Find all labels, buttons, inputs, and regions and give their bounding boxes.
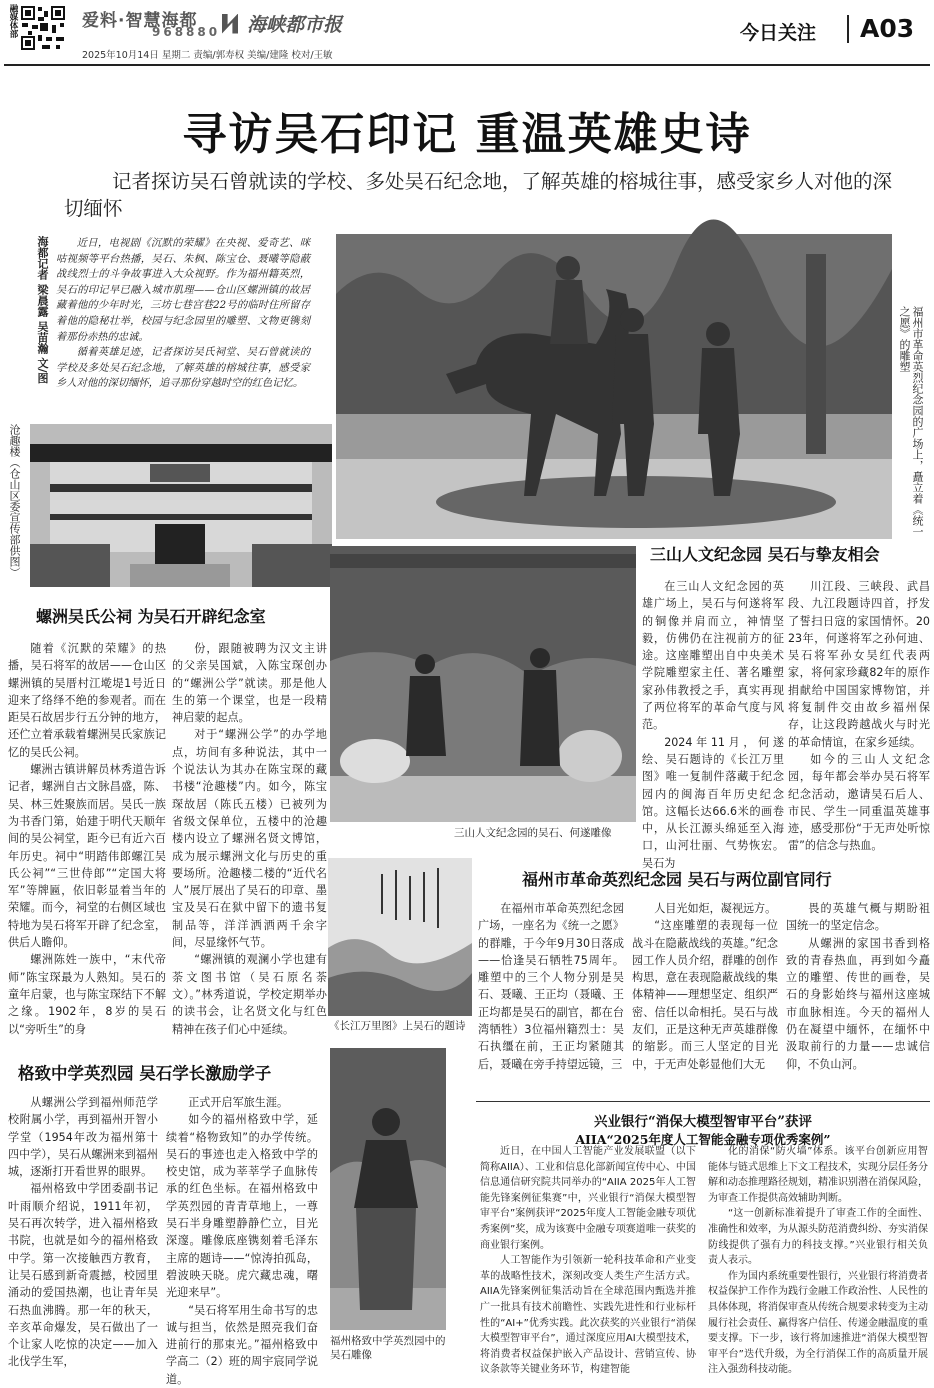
photo-cangqu-building-caption: 沧趣楼（仓山区委宣传部供图） [8,424,21,578]
section-gezhi-col1 [8,1094,158,1379]
paragraph: “螺洲镇的观澜小学也建有荼文图书馆（吴石原名荼文）。”林秀道说，学校定期举办的读书会，让名贤文化与红色精神在孩子们心中延续。 [172,953,327,1036]
paragraph: 从螺洲的家国书香到格致的青春热血，再到如今矗立的雕塑、传世的画卷，吴石的身影始终与福州这座城市血脉相连。今天的福州人仍在凝望中缅怀，在缅怀中汲取前行的力量——忠诚信仰，不负山河。 [786,936,930,1071]
photo-cangqu-building [30,424,332,587]
section-martyrs-title: 福州市革命英烈纪念园 吴石与两位副官同行 [522,870,832,889]
photo-calligraphy [328,858,472,1016]
calligraphy-illustration [328,858,472,1016]
section-luozhou-col1 [8,640,166,1057]
header-divider [847,15,849,43]
paragraph: 如今的福州格致中学，延续着“格物致知”的办学传统。吴石的事迹也走入格致中学的校史馆，成为莘莘学子血脉传承的红色坐标。在福州格致中学英烈园的青青草地上，一尊吴石半身雕塑静静伫立，目光深邃。雕像底座镌刻着毛泽东主席的题诗——“惊涛拍孤岛，碧波映天晓。虎穴藏忠魂，曙光迎来早”。 [166,1113,318,1300]
section-martyrs-col1 [478,900,624,1070]
paragraph: 在福州市革命英烈纪念园广场，一座名为《统一之愿》的群雕，于今年9月30日落成——恰逢吴石牺牲75周年。雕塑中的三个人物分别是吴石、聂曦、王正均（聂曦、王正均都是吴石的副官，都在台湾牺牲）3位福州籍烈士：吴石执缰在前，王正均紧随其后，聂曦在旁手持望远镜，三 [478,902,624,1071]
paragraph: 川江段、三峡段、武昌段、九江段题诗四首，抒发了誓扫日寇的家国情怀。2023年，何遂将军之孙何迪、吴石将军孙女吴红代表两家，将何家珍藏82年的原作捐献给中国国家博物馆，并将复制件交由故乡福州保存，让这段跨越战火与时光的革命情谊，在家乡延续。 [788,580,930,749]
paragraph: 随着《沉默的荣耀》的热播，吴石将军的故居——仓山区螺洲镇的吴厝村江墘堤1号近日迎来了络绎不绝的参观者。而在距吴石故居步行五分钟的地方，还伫立着承载着螺洲吴氏家族记忆的吴氏公祠。 [8,642,166,759]
section-martyrs-col3 [786,900,930,1070]
paragraph: “这一创新标准着提升了审查工作的全面性、准确性和效率，为从源头防范消费纠纷、夯实消保防线提供了强有力的科技支撑。”兴业银行相关负责人表示。 [708,1208,928,1267]
section-luozhou-col2-text [172,640,327,1038]
qr-code-icon [20,5,66,51]
ad-col2-text [708,1144,928,1378]
intro-paragraph: 循着英雄足迹，记者探访吴氏祠堂、吴石曾就读的学校及多处吴石纪念地，了解英雄的榕城往事，感受家乡人对他的深切缅怀，追寻那份穿越时空的红色记忆。 [56,346,310,390]
paragraph: “吴石将军用生命书写的忠诚与担当，依然是照亮我们奋进前行的那束光。”福州格致中学高二（2）班的周宇宸同学说道。 [166,1303,318,1386]
paragraph: 螺洲古镇讲解员林秀道告诉记者，螺洲自古文脉昌盛，陈、吴、林三姓聚族而居。吴氏一族为书香门第，始建于明代天顺年间的吴公祠堂，距今已有近六百年历史。祠中“明踏伟郎螺江吴氏公祠”“三世侍郎”“定国大将军”等牌匾，依旧彰显着当年的荣耀。而今，祠堂的右侧区域也特地为吴石将军开辟了纪念室，供后人瞻仰。 [8,763,166,950]
headline-title: 寻访吴石印记 重温英雄史诗 [182,109,752,160]
intro-paragraph: 近日，电视剧《沉默的荣耀》在央视、爱奇艺、咪咕视频等平台热播，吴石、朱枫、陈宝仓、聂曦等隐蔽战线烈士的斗争故事进入大众视野。作为福州籍英烈，吴石的印记早已融入城市肌理——仓山区螺洲镇的故居藏着他的少年时光，三坊七巷宫巷22号的临时住所留存着他的隐秘壮举，校园与纪念园里的雕塑、文物更镌刻着那份赤热的忠诚。 [56,237,310,343]
paragraph: 畏的英雄气概与期盼祖国统一的坚定信念。 [786,902,930,933]
section-sanshan-col2-text [788,578,930,855]
paragraph: 人工智能作为引领新一轮科技革命和产业变革的战略性技术，深刻改变人类生产生活方式。AIIA先锋案例征集活动旨在全球范围内甄选并推广一批具有技术前瞻性、实践先进性和行业标杆性的“AI+”优秀实践。此次获奖的兴业银行“消保大模型智审平台”，通过深度应用AI大模型技术，将消费者权益保护嵌入产品设计、营销宣传、协议条款等关键业务环节，构建智能 [480,1255,696,1376]
section-martyrs-col1-text [478,900,624,1073]
intro [56,236,310,416]
bust-illustration [330,1048,446,1330]
paragraph: 从螺洲公学到福州师范学校附属小学，再到福州开智小学堂（1954年改为福州第十四中学），吴石从螺洲来到福州城，逐渐打开看世界的眼界。 [8,1096,158,1179]
paragraph: 化的消保“防火墙”体系。该平台创新应用智能体与链式思维上下文工程技术，实现分层任务分解和动态推理路径规划，精准识别潜在消保风险，为审查工作提供高效辅助判断。 [708,1146,928,1204]
paragraph: 如今的三山人文纪念园，每年都会举办吴石将军纪念活动，邀请吴石后人、市民、学生一同重温英雄事迹，感受那份“于无声处听惊雷”的信念与热血。 [788,752,930,853]
paragraph: 人目光如炬，凝视远方。 [654,902,777,915]
paragraph: 2024年11月，何遂绘、吴石题诗的《长江万里图》唯一复制件落藏于纪念园内的闽海百年历史纪念馆。这幅长达66.6米的画卷中，从长江源头绵延至入海口，山河壮丽、气势恢宏。吴石为 [642,735,784,870]
ad-col1 [480,1144,696,1380]
section-martyrs-col2 [632,900,778,1070]
section-gezhi-title: 格致中学英烈园 吴石学长激励学子 [18,1064,272,1083]
section-gezhi-col2-text [166,1094,318,1388]
paragraph: 螺洲陈姓一族中，“末代帝师”陈宝琛最为人熟知。吴石的童年启蒙，也与陈宝琛结下不解之缘。1902年，8岁的吴石以“旁听生”的身 [8,953,166,1036]
paragraph: “这座雕塑的表现每一位战斗在隐蔽战线的英雄。”纪念园工作人员介绍，群雕的创作构思，意在表现隐蔽战线的集体精神——理想坚定、组织严密、信任以命相托。吴石与战友们，正是这种无声英雄群像的缩影。而三人坚定的目光中，于无声处彰显他们大无 [632,919,778,1071]
paragraph: 份，跟随被聘为汉文主讲的父亲吴国斌，入陈宝琛创办的“螺洲公学”就读。那是他人生的第一个课堂，也是一段精神启蒙的起点。 [172,642,327,725]
statue-illustration [336,234,892,539]
ad-col1-text [480,1144,696,1378]
section-sanshan-col1 [642,578,784,870]
section-martyrs-col2-text [632,900,778,1073]
ad-box [476,1101,930,1381]
masthead-title: 海峡都市报 [247,14,343,36]
section-martyrs-col3-text [786,900,930,1073]
side-label: 融媒体部 [8,4,18,38]
section-luozhou-col2 [172,640,327,1055]
ad-col2 [708,1144,928,1380]
section-luozhou-title: 螺洲吴氏公祠 为吴石开辟纪念室 [36,607,266,626]
photo-gezhi-caption: 福州格致中学英烈园中的吴石雕像 [330,1335,446,1361]
brand-name: 爱料·智慧海都 [82,11,198,31]
page-number: A03 [860,14,915,43]
photo-sanshan-statues [330,546,636,822]
section-gezhi-col1-text [8,1094,158,1371]
section-sanshan-title: 三山人文纪念园 吴石与挚友相会 [650,545,880,564]
photo-unity-statue [336,234,892,539]
building-illustration [30,424,332,587]
photo-sanshan-caption: 三山人文纪念园的吴石、何遂雕像 [454,827,612,839]
paragraph: 在三山人文纪念园的英雄广场上，吴石与何遂将军的铜像并肩而立，神情坚毅，仿佛仍在注视前方的征途。这座雕塑出自中央美术学院雕塑家主任、著名雕塑家孙伟教授之手，真实再现了两位将军的革命气度与风范。 [642,580,784,732]
ad-subtitle: AIIA“2025年度人工智能金融专项优秀案例” [575,1132,831,1147]
section-sanshan-col2 [788,578,930,853]
section-sanshan-col1-text [642,578,784,872]
photo-calligraphy-caption: 《长江万里图》上吴石的题诗 [329,1020,466,1032]
paragraph: 作为国内系统重要性银行，兴业银行将消费者权益保护工作作为践行金融工作政治性、人民性的具体体现，将消保审查从传统合规要求转变为主动履行社会责任、赢得客户信任、传递金融温度的重要支撑。下一步，该行将加速推进“消保大模型智审平台”迭代升级，为全行消保工作的高质量开展注入强劲科技动能。 [708,1270,928,1376]
paragraph: 福州格致中学团委副书记叶雨顺介绍说，1911年初，吴石再次转学，进入福州格致书院，也就是如今的福州格致中学。第一次接触西方教育，让吴石感到新奇震撼，校园里涌动的爱国热潮，也让青年吴石热血沸腾。那一年的秋天，辛亥革命爆发，吴石做出了一个让家人吃惊的决定——加入北伐学生军， [8,1182,158,1369]
brand-code: 968880 [152,25,221,39]
section-gezhi-col2 [166,1094,318,1386]
masthead [222,10,342,37]
header-rule [4,64,930,66]
paragraph: 正式开启军旅生涯。 [188,1096,289,1109]
byline: 海都记者 梁晨露 吴苗瀚 文/图 [36,236,49,384]
section-label: 今日关注 [740,22,817,44]
photo-gezhi-bust [330,1048,446,1330]
paragraph: 对于“螺洲公学”的办学地点，坊间有多种说法，其中一个说法认为其办在陈宝琛的藏书楼“沧趣楼”内。如今，陈宝琛故居（陈氏五楼）已被列为省级文保单位，五楼中的沧趣楼内设立了螺洲名贤文博馆，成为展示螺洲文化与历史的重要场所。沧趣楼二楼的“近代名人”展厅展出了吴石的印章、墨宝及吴石在狱中留下的遗书复制品等，洋洋洒洒两千余字间，尽显缘怀气节。 [172,728,327,950]
photo-unity-statue-caption: 福州市革命英烈纪念园的广场上，矗立着《统一之愿》的雕塑 [898,306,924,537]
dateline: 2025年10月14日 星期二 责编/郭寿权 美编/建隆 校对/王敏 [82,50,333,61]
paragraph: 近日，在中国人工智能产业发展联盟（以下简称AIIA）、工业和信息化部新闻宣传中心、中国信息通信研究院共同举办的“AIIA 2025年人工智能先锋案例征集赛”中，兴业银行“消保大模型智审平台”案例获评“2025年度人工智能金融专项优秀案例”奖，成为该赛中金融专项赛道唯一获奖的商业银行案例。 [480,1146,696,1251]
headline-subtitle: 记者探访吴石曾就读的学校、多处吴石纪念地，了解英雄的榕城往事，感受家乡人对他的深切缅怀 [64,170,893,220]
ad-title: 兴业银行“消保大模型智审平台”获评 [593,1114,813,1130]
sanshan-illustration [330,546,636,822]
section-luozhou-col1-text [8,640,166,1038]
